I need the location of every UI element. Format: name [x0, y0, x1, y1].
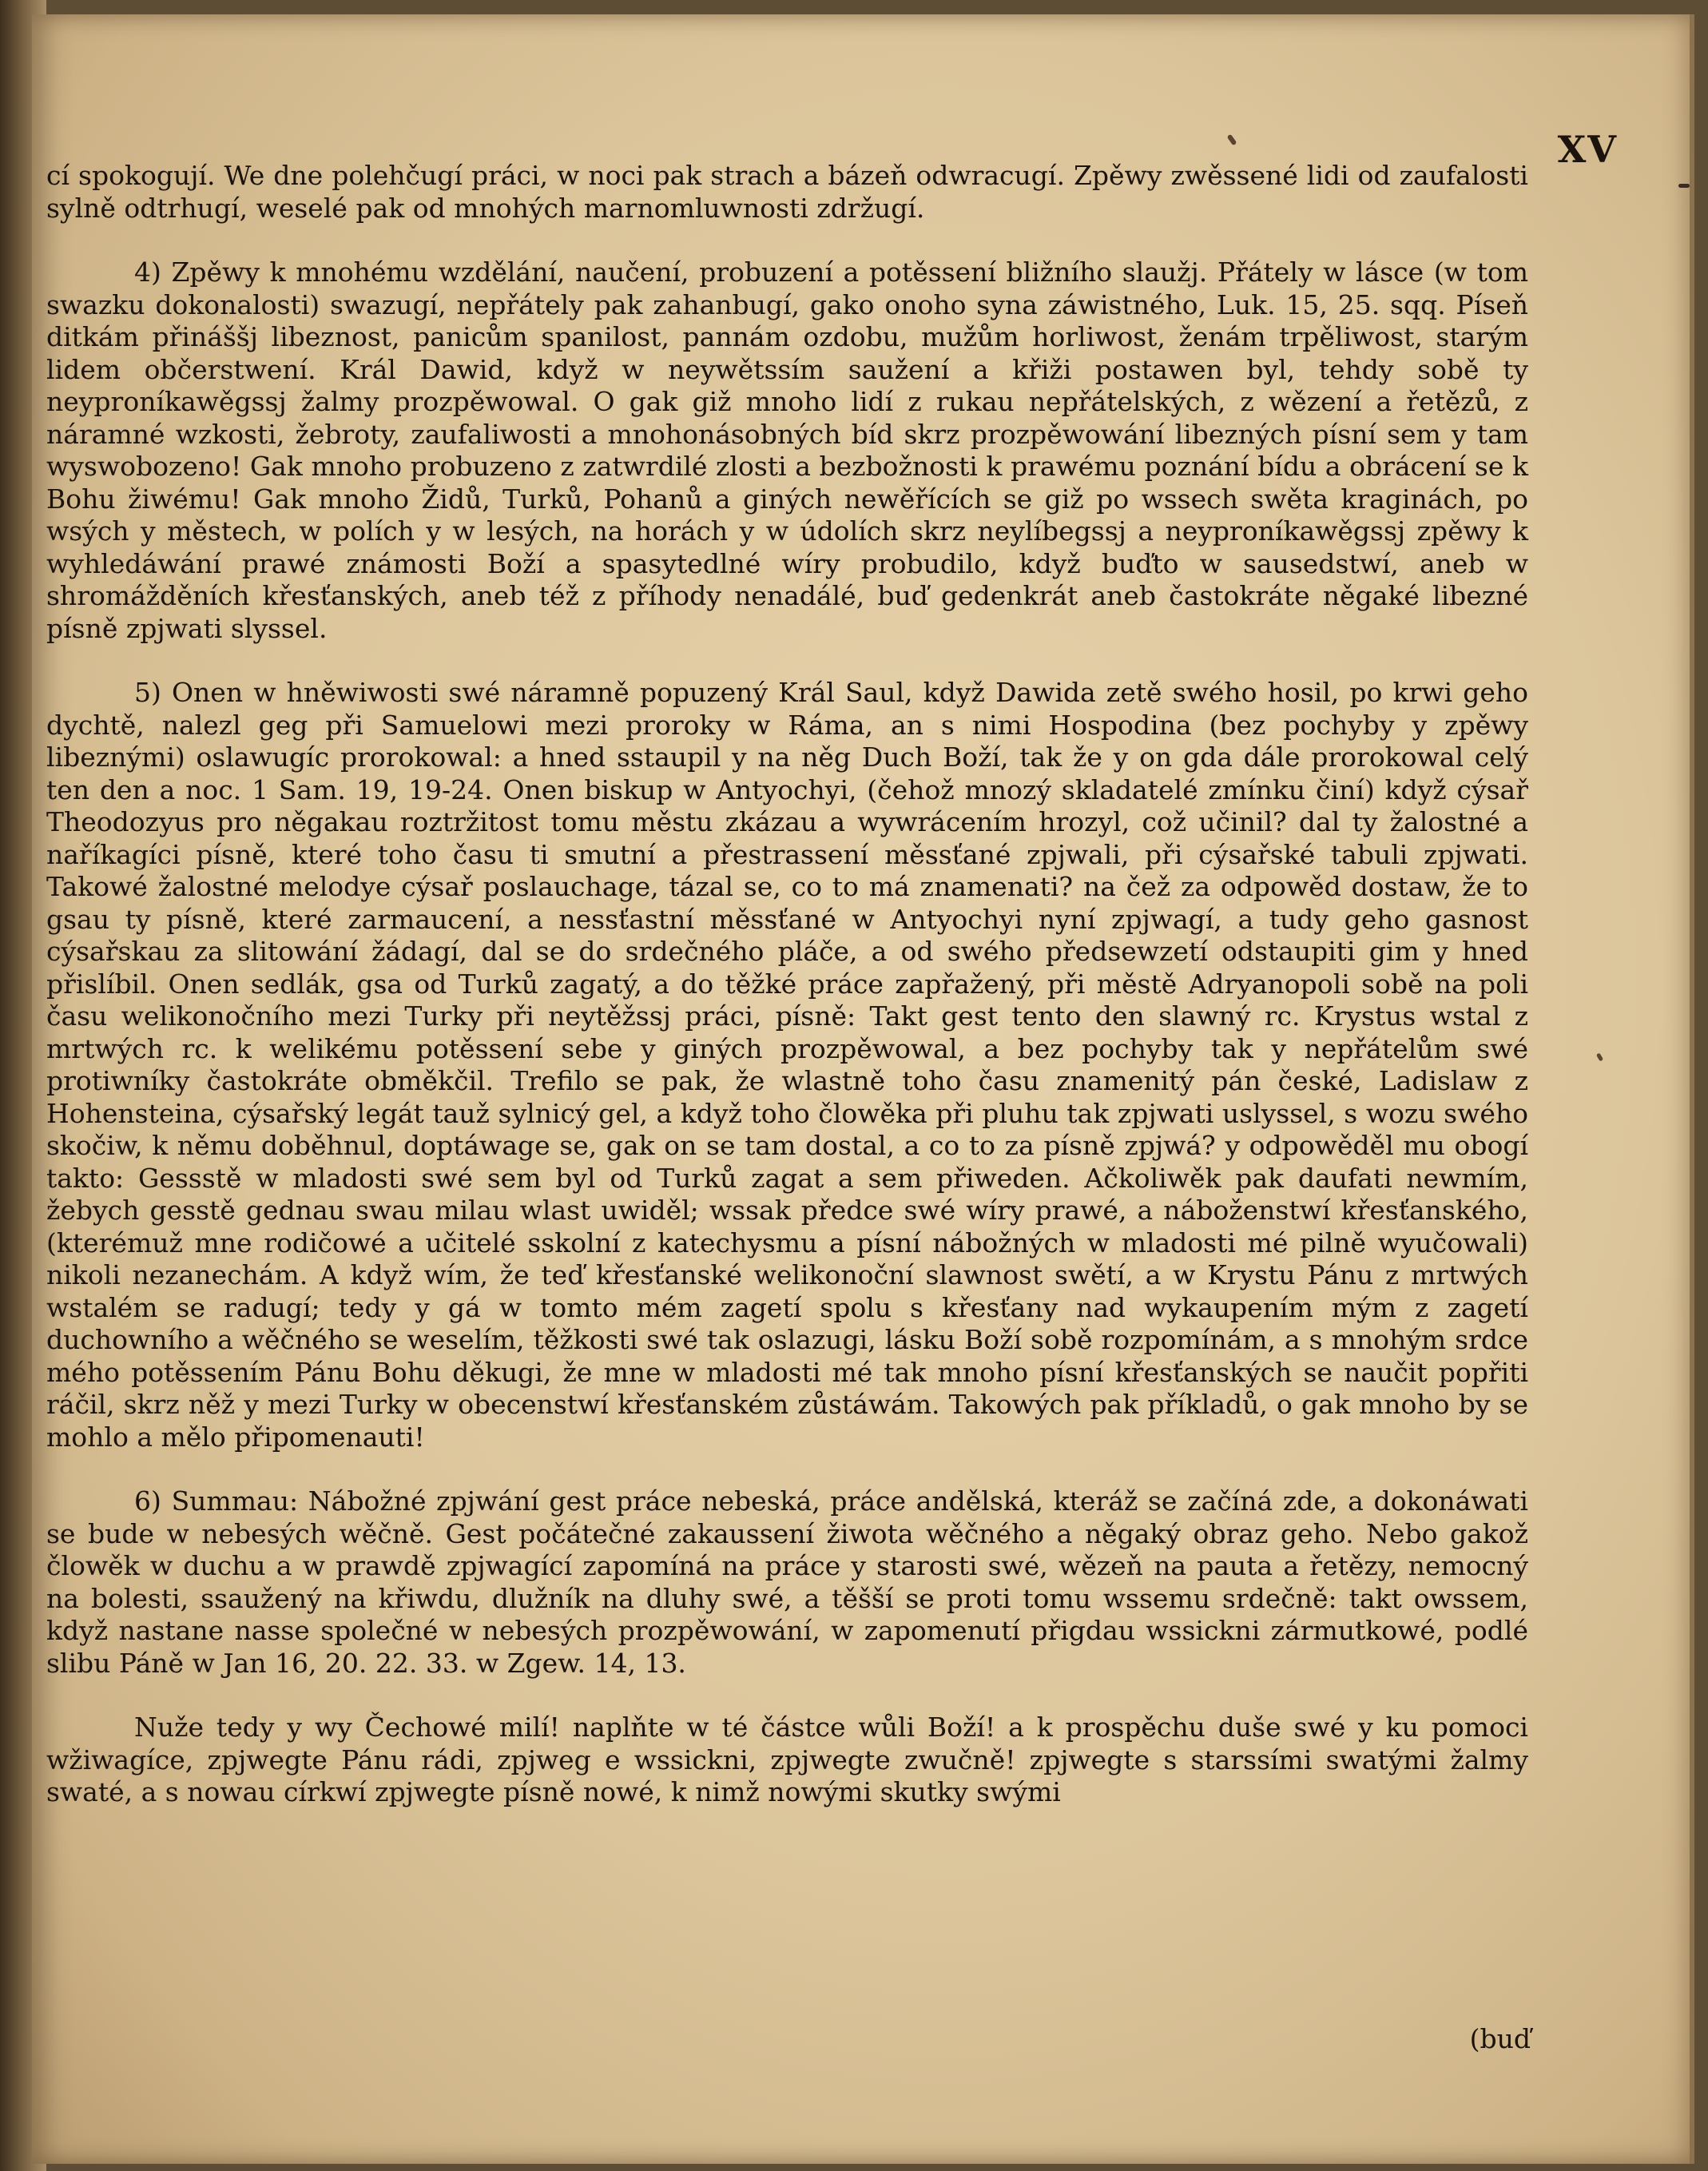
ink-speck — [1596, 1052, 1603, 1061]
paragraph-closing: Nuže tedy y wy Čechowé milí! naplňte w té částce wůli Boží! a k prospěchu duše swé y ku pomoci wžiwagíce, zpjwegte Pánu rádi, zpjweg e wssickni, zpjwegte zwučně! zpjwegte s starssími swatými žalmy swaté, a s nowau církwí zpjwegte písně nowé, k nimž nowými skutky swými — [46, 1712, 1528, 1807]
paragraph-4: 4) Zpěwy k mnohému wzdělání, naučení, probuzení a potěssení bližního slaužj. Přátely w lásce (w tom swazku dokonalosti) swazugí, nepřátely pak zahanbugí, gako onoho syna záwistného, Luk. 15, 25. sqq. Píseň ditkám přináššj libeznost, panicům spanilost, pannám ozdobu, mužům horliwost, ženám trpěliwost, starým lidem občerstwení. Král Dawid, když w neywětssím saužení a křiži postawen byl, tehdy sobě ty neyproníkawěgssj žalmy prozpěwowal. O gak giž mnoho lidí z rukau nepřátelských, z wězení a řetězů, z náramné wzkosti, žebroty, zaufaliwosti a mnohonásobných bíd skrz prozpěwowání libezných písní sem y tam wyswobozeno! Gak mnoho probuzeno z zatwrdilé zlosti a bezbožnosti k prawému poznání bídu a obrácení se k Bohu žiwému! Gak mnoho Židů, Turků, Pohanů a giných newěřících se giž po wssech swěta kraginách, po wsých y městech, w polích y w lesých, na horách y w údolích skrz neylíbegssj a neyproníkawěgssj zpěwy k wyhledáwání prawé známosti Boží a spasytedlné wíry probudilo, když buďto w sausedstwí, aneb w shromážděních křesťanských, aneb též z příhody nenadálé, buď gedenkrát aneb častokráte něgaké libezné písně zpjwati slyssel. — [46, 256, 1528, 644]
catchword: (buď — [1469, 2023, 1531, 2054]
ink-speck — [1678, 184, 1690, 188]
text-block — [46, 160, 1528, 1809]
paragraph-continued: cí spokogují. We dne polehčugí práci, w noci pak strach a bázeň odwracugí. Zpěwy zwěssené lidi od zaufalosti sylně odtrhugí, weselé pak od mnohých marnomluwnosti zdržugí. — [46, 160, 1528, 224]
ink-speck — [1227, 134, 1237, 146]
paragraph-6: 6) Summau: Nábožné zpjwání gest práce nebeská, práce andělská, kteráž se začíná zde, a dokonáwati se bude w nebesých wěčně. Gest počátečné zakaussení žiwota wěčného a něgaký obraz geho. Nebo gakož člowěk w duchu a w prawdě zpjwagící zapomíná na práce y starosti swé, wězeň na pauta a řetězy, nemocný na bolesti, ssaužený na křiwdu, dlužník na dluhy swé, a těšší se proti tomu wssemu srdečně: takt owssem, když nastane nasse společné w nebesých prozpěwowání, w zapomenutí přigdau wssickni zármutkowé, podlé slibu Páně w Jan 16, 20. 22. 33. w Zgew. 14, 13. — [46, 1485, 1528, 1679]
page-number: XV — [1557, 128, 1618, 171]
paragraph-5: 5) Onen w hněwiwosti swé náramně popuzený Král Saul, když Dawida zetě swého hosil, po krwi geho dychtě, nalezl geg při Samuelowi mezi proroky w Ráma, an s nimi Hospodina (bez pochyby y zpěwy libeznými) oslawugíc prorokowal: a hned sstaupil y na něg Duch Boží, tak že y on gda dále prorokowal celý ten den a noc. 1 Sam. 19, 19-24. Onen biskup w Antyochyi, (čehož mnozý skladatelé zmínku činí) když cýsař Theodozyus pro něgakau roztržitost tomu městu zkázau a wywrácením hrozyl, což učinil? dal ty žalostné a naříkagíci písně, které toho času ti smutní a přestrassení měssťané zpjwali, při cýsařské tabuli zpjwati. Takowé žalostné melodye cýsař poslauchage, tázal se, co to má znamenati? na čež za odpowěd dostaw, že to gsau ty písně, které zarmaucení, a nessťastní měssťané w Antyochyi nyní zpjwagí, a tudy geho gasnost cýsařskau za slitowání žádagí, dal se do srdečného pláče, a od swého předsewzetí odstaupiti gim y hned přislíbil. Onen sedlák, gsa od Turků zagatý, a do těžké práce zapřažený, při městě Adryanopoli sobě na poli času welikonočního mezi Turky při neytěžssj práci, písně: Takt gest tento den slawný rc. Krystus wstal z mrtwých rc. k welikému potěssení sebe y giných prozpěwowal, a bez pochyby tak y nepřátelům swé protiwníky častokráte obměkčil. Trefilo se pak, že wlastně toho času znamenitý pán české, Ladislaw z Hohensteina, cýsařský legát tauž sylnicý gel, a když toho člowěka při pluhu tak zpjwati uslyssel, s wozu swého skočiw, k němu doběhnul, doptáwage se, gak on se tam dostal, a co to za písně zpjwá? y odpowěděl mu obogí takto: Gessstě w mladosti swé sem byl od Turků zagat a sem přiweden. Ačkoliwěk pak daufati newmím, žebych gesstě gednau swau milau wlast uwiděl; wssak předce swé wíry prawé, a náboženstwí křesťanského, (kterémuž mne rodičowé a učitelé sskolní z katechysmu a písní nábožných w mladosti mé pilně wyučowali) nikoli nezanechám. A když wím, že teď křesťanské welikonoční slawnost swětí, a w Krystu Pánu z mrtwých wstalém se radugí; tedy y gá w tomto mém zagetí spolu s křesťany nad wykaupením mým z zagetí duchowního a wěčného se weselím, těžkosti swé tak oslazugi, lásku Boží sobě rozpomínám, a s mnohým srdce mého potěssením Pánu Bohu děkugi, že mne w mladosti mé tak mnoho písní křesťanských se naučit popřiti ráčil, skrz něž y mezi Turky w obecenstwí křesťanském zůstáwám. Takowých pak příkladů, o gak mnoho by se mohlo a mělo připomenauti! — [46, 677, 1528, 1453]
